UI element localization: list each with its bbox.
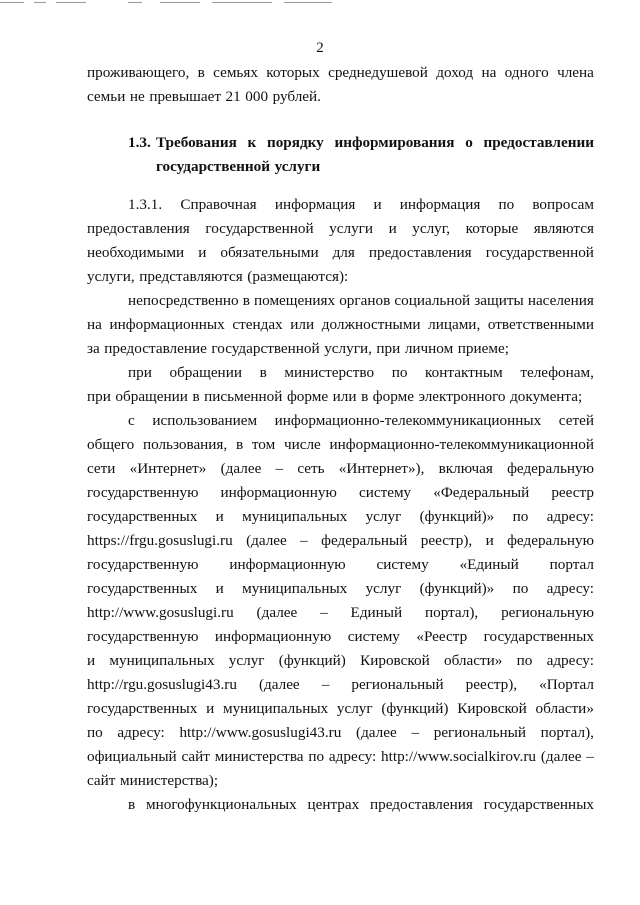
paragraph: [87, 289, 594, 361]
heading-line: Требования к порядку информирования о предоставлении: [156, 134, 594, 151]
text-line: по адресу: http://www.gosuslugi43.ru (далее – региональный портал),: [87, 724, 594, 741]
text-line: http://rgu.gosuslugi43.ru (далее – региональный реестр), «Портал: [87, 676, 594, 693]
text-line: государственную информационную систему «Реестр государственных: [87, 628, 594, 645]
paragraph: [87, 793, 594, 817]
page-number: 2: [316, 40, 324, 56]
intro-paragraph: [87, 61, 594, 109]
document-body: [87, 61, 594, 817]
text-line: https://frgu.gosuslugi.ru (далее – федеральный реестр), и федеральную: [87, 532, 594, 549]
text-line: непосредственно в помещениях органов социальной защиты населения: [128, 292, 594, 309]
text-line: семьи не превышает 21 000 рублей.: [87, 88, 321, 105]
scan-edge-artifact: [0, 0, 640, 6]
text-line: сети «Интернет» (далее – сеть «Интернет»), включая федеральную: [87, 460, 594, 477]
text-line: сайт министерства);: [87, 772, 219, 789]
text-line: и муниципальных услуг (функций) Кировской области» по адресу:: [87, 652, 594, 669]
text-line: официальный сайт министерства по адресу: http://www.socialkirov.ru (далее –: [87, 748, 594, 765]
text-line: при обращении в письменной форме или в форме электронного документа;: [87, 388, 583, 405]
paragraph: [87, 193, 594, 289]
text-line: при обращении в министерство по контактным телефонам,: [128, 364, 594, 381]
section-title: [87, 131, 594, 179]
text-line: государственную информационную систему «Единый портал: [87, 556, 594, 573]
section-number: 1.3.: [128, 134, 151, 151]
text-line: http://www.gosuslugi.ru (далее – Единый портал), региональную: [87, 604, 594, 621]
text-line: за предоставление государственной услуги, при личном приеме;: [87, 340, 509, 357]
text-line: государственных и муниципальных услуг (функций) Кировской области»: [87, 700, 594, 717]
text-line: на информационных стендах или должностными лицами, ответственными: [87, 316, 594, 333]
paragraphs: [87, 193, 594, 817]
text-line: с использованием информационно-телекоммуникационных сетей: [128, 412, 594, 429]
text-line: 1.3.1. Справочная информация и информация по вопросам: [128, 196, 594, 213]
text-line: общего пользования, в том числе информационно-телекоммуникационной: [87, 436, 594, 453]
text-line: необходимыми и обязательными для предоставления государственной: [87, 244, 594, 261]
text-line: государственную информационную систему «Федеральный реестр: [87, 484, 594, 501]
text-line: государственных и муниципальных услуг (функций)» по адресу:: [87, 508, 594, 525]
paragraph: [87, 361, 594, 409]
paragraph: [87, 409, 594, 793]
text-line: в многофункциональных центрах предоставления государственных: [128, 796, 594, 813]
text-line: проживающего, в семьях которых среднедушевой доход на одного члена: [87, 64, 594, 81]
section-heading: [87, 131, 594, 179]
heading-line: государственной услуги: [156, 158, 321, 175]
text-line: услуги, представляются (размещаются):: [87, 268, 349, 285]
text-line: предоставления государственной услуги и услуг, которые являются: [87, 220, 594, 237]
text-line: государственных и муниципальных услуг (функций)» по адресу:: [87, 580, 594, 597]
